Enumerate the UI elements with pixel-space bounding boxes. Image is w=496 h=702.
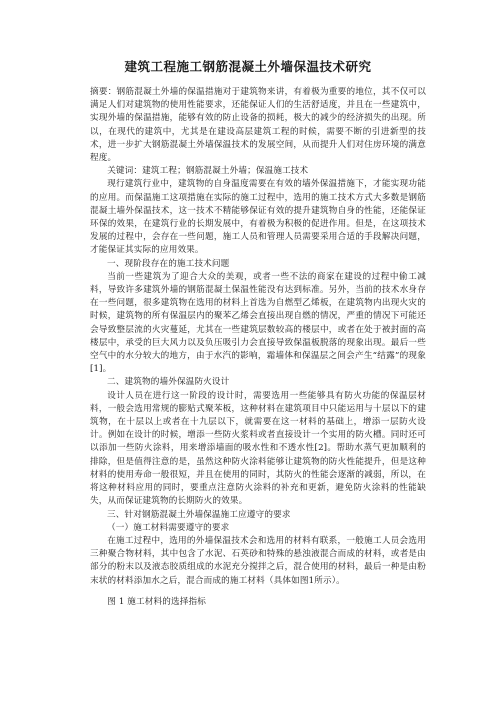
section-3-heading: 三、针对钢筋混凝土外墙保温施工应遵守的要求 (107, 509, 291, 520)
keywords-line: 关键词：建筑工程；钢筋混凝土外墙；保温施工技术 (107, 166, 309, 177)
section-3-paragraph: 在施工过程中，选用的外墙保温技术会和选用的材料有联系，一般施工人员会选用三种聚合物材料，其中包含了水泥、石英砂和特殊的悬浊液混合而成的材料，或者是由部分的粉末以及液态胶质组成的水泥充分搅拌之后，混合使用的材料，最后一种是由粉末状的材料添加水之后，混合而成的施工材料（具体如图1所示）。 (90, 535, 426, 586)
section-2-paragraph: 设计人员在进行这一阶段的设计时，需要选用一些能够具有防火功能的保温层材料，一般会选用常规的膨贴式聚苯板，这种材料在建筑项目中只能运用与十层以下的建筑物，在十层以上或者在十九层以下，就需要在这一材料的基础上，增添一层防火设计。例如在设计的时候，增添一些防火浆料或者直接设计一个实用的防火槽。同时还可以添加一些防火涂料，用来增添墙面的吸水性和不透水性[2]。帮助水蒸气更加顺利的排除，但是值得注意的是，虽然这种防火涂料能够让建筑物的防火性能提升，但是这种材料的使用寿命一般很短，并且在使用的同时，其防火的性能会逐渐的减弱，所以，在将这种材料应用的同时，要重点注意防火涂料的补充和更新，避免防火涂料的性能缺失，从而保证建筑物的长期防火的效果。 (90, 390, 426, 507)
abstract-paragraph: 摘要：钢筋混凝土外墙的保温措施对于建筑物来讲，有着极为重要的地位，其不仅可以满足人们对建筑物的使用性能要求，还能保证人们的生活舒适度，并且在一些建筑中，实现外墙的保温措施，能够有效的防止设备的损耗，极大的减少的经济损失的出现。所以，在现代的建筑中，尤其是在建设高层建筑工程的时候，需要不断的引进新型的技术，进一步扩大钢筋混凝土外墙保温技术的发展空间，从而提升人们对住房环境的满意程度。 (90, 87, 426, 164)
section-3-subheading: （一）施工材料需要遵守的要求 (107, 522, 230, 533)
section-1-paragraph: 当前一些建筑为了迎合大众的美观，或者一些不法的商家在建设的过程中偷工减料，导致许多建筑外墙的钢筋混凝土保温性能没有达到标准。另外，当前的技术水身存在一些问题，很多建筑物在选用的材料上首选为自燃型乙烯板，在建筑物内出现火灾的时候，建筑物的所有保温层内的聚苯乙烯会直接出现自燃的情况，严重的情况下可能还会导致整层流的火灾蔓延，尤其在一些建筑层数较高的楼层中，或者在处于被封面的高楼层中，承受的巨大风力以及负压吸引力会直接导致保温板脱落的现象出现。最后一些空气中的水分较大的地方，由于水汽的影响，霜墙体和保温层之间会产生“结露”的现象[1]。 (90, 271, 426, 375)
section-1-heading: 一、现阶段存在的施工技术问题 (107, 258, 230, 269)
figure-caption: 图 1 施工材料的选择指标 (107, 596, 207, 607)
document-body (90, 86, 426, 609)
intro-paragraph: 现行建筑行业中，建筑物的自身温度需要在有效的墙外保温措施下，才能实现功能的应用。而保温施工这项措施在实际的施工过程中，选用的施工技术方式大多数是钢筋混凝土墙外保温技术，这一技术不精能够保证有效的提升建筑物自身的性能，还能保证环保的效果，在建筑行业的长期发展中，有着极为积极的促进作用。但是，在这项技术发展的过程中，会存在一些问题，施工人员和管理人员需要采用合适的手段解决问题，才能保证其实际的应用效果。 (90, 179, 426, 256)
spacer (90, 588, 426, 596)
section-2-heading: 二、建筑物的墙外保温防火设计 (107, 377, 230, 388)
page-title: 建筑工程施工钢筋混凝土外墙保温技术研究 (124, 59, 372, 74)
